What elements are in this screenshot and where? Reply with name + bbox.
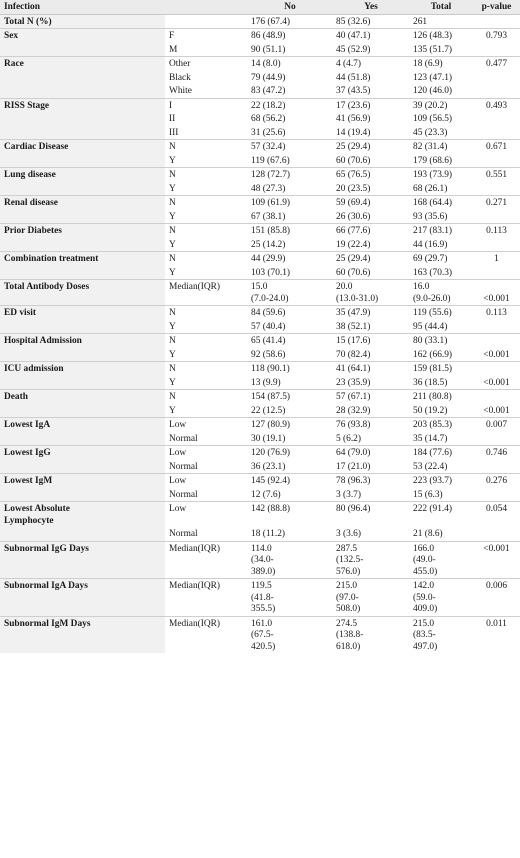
row-no: 44 (29.9) (247, 252, 332, 266)
row-pvalue (472, 527, 520, 541)
row-yes: 85 (32.6) (336, 16, 371, 27)
row-pvalue: 0.477 (472, 57, 520, 71)
header-pvalue: p-value (472, 0, 520, 14)
row-no: 22 (18.2) (247, 98, 332, 112)
row-level: N (165, 252, 247, 266)
row-name: Renal disease (0, 196, 165, 210)
row-name: Sex (0, 29, 165, 43)
table-body (0, 14, 520, 653)
row-level: Y (169, 377, 176, 388)
row-level: Median(IQR) (165, 541, 247, 579)
row-total: 109 (56.5) (413, 114, 453, 124)
row-level: Low (165, 474, 247, 488)
table-row (0, 84, 520, 98)
row-total: 120 (46.0) (413, 86, 453, 96)
row-yes: 25 (29.4) (332, 252, 409, 266)
row-pvalue: <0.001 (483, 405, 510, 416)
row-pvalue: <0.001 (483, 349, 510, 360)
row-yes: 3 (3.7) (336, 489, 361, 500)
row-yes: 3 (3.6) (336, 529, 361, 539)
row-pvalue: <0.001 (472, 541, 520, 579)
header-row (0, 0, 520, 14)
row-no: 86 (48.9) (247, 29, 332, 43)
row-no: 83 (47.2) (251, 86, 286, 96)
table-row (0, 98, 520, 112)
table-row (0, 320, 520, 334)
row-no: 119.5 (41.8- 355.5) (247, 579, 332, 617)
row-yes: 38 (52.1) (336, 321, 371, 332)
row-yes: 40 (47.1) (332, 29, 409, 43)
row-level: N (165, 362, 247, 376)
row-level: M (169, 44, 178, 55)
row-level: Low (165, 418, 247, 432)
row-name: Hospital Admission (0, 334, 165, 348)
row-name: Death (0, 390, 165, 404)
row-total: 119 (55.6) (409, 306, 472, 320)
row-level: II (169, 114, 176, 124)
row-pvalue (472, 432, 520, 446)
row-level: N (165, 140, 247, 154)
row-yes: 20.0 (13.0-31.0) (332, 280, 409, 306)
row-name (0, 210, 165, 224)
row-pvalue (472, 390, 520, 404)
row-no: 22 (12.5) (251, 405, 286, 416)
row-total: 215.0 (83.5- 497.0) (409, 616, 472, 653)
row-yes: 20 (23.5) (336, 183, 371, 194)
row-yes: 5 (6.2) (336, 433, 361, 444)
row-pvalue (472, 154, 520, 168)
row-no: 79 (44.9) (251, 72, 286, 83)
row-pvalue (472, 182, 520, 196)
row-no: 120 (76.9) (247, 446, 332, 460)
row-total: 184 (77.6) (409, 446, 472, 460)
row-yes: 60 (70.6) (336, 155, 371, 166)
table-row (0, 29, 520, 43)
row-no: 142 (88.8) (247, 502, 332, 528)
row-yes: 37 (43.5) (336, 86, 371, 96)
row-total: 16.0 (9.0-26.0) (409, 280, 472, 306)
row-no: 15.0 (7.0-24.0) (247, 280, 332, 306)
table-row (0, 196, 520, 210)
row-level: Y (169, 267, 176, 278)
row-no: 25 (14.2) (251, 239, 286, 250)
row-no: 151 (85.8) (247, 224, 332, 238)
header-no: No (247, 0, 332, 14)
row-level: N (165, 390, 247, 404)
row-pvalue (472, 71, 520, 85)
row-no: 90 (51.1) (251, 44, 286, 55)
row-level: N (165, 196, 247, 210)
row-name (0, 404, 165, 418)
row-pvalue: 0.113 (472, 306, 520, 320)
table-row (0, 182, 520, 196)
row-pvalue: 0.793 (472, 29, 520, 43)
row-level: III (169, 127, 179, 138)
row-yes: 15 (17.6) (332, 334, 409, 348)
row-name (0, 126, 165, 140)
row-name: Lowest IgM (0, 474, 165, 488)
row-total: 179 (68.6) (413, 155, 453, 166)
header-infection: Infection (0, 0, 165, 14)
row-no: 84 (59.6) (247, 306, 332, 320)
row-total: 53 (22.4) (413, 461, 448, 472)
row-no: 67 (38.1) (251, 211, 286, 222)
row-pvalue (472, 334, 520, 348)
row-total: 159 (81.5) (409, 362, 472, 376)
table-row (0, 126, 520, 140)
row-total: 68 (26.1) (413, 183, 448, 194)
row-pvalue: 0.054 (472, 502, 520, 528)
row-pvalue: 0.276 (472, 474, 520, 488)
row-total: 217 (83.1) (409, 224, 472, 238)
table-row (0, 334, 520, 348)
row-name: Lowest IgG (0, 446, 165, 460)
row-level: Median(IQR) (165, 579, 247, 617)
row-yes: 60 (70.6) (336, 267, 371, 278)
row-no: 176 (67.4) (251, 16, 291, 27)
table-row (0, 168, 520, 182)
row-pvalue: 0.006 (472, 579, 520, 617)
row-total: 135 (51.7) (413, 44, 453, 55)
row-name (0, 348, 165, 362)
table-row (0, 527, 520, 541)
row-total: 142.0 (59.0- 409.0) (409, 579, 472, 617)
row-total: 18 (6.9) (409, 57, 472, 71)
row-name (0, 71, 165, 85)
row-total: 69 (29.7) (409, 252, 472, 266)
row-yes: 14 (19.4) (336, 127, 371, 138)
table-row (0, 432, 520, 446)
row-no: 114.0 (34.0- 389.0) (247, 541, 332, 579)
row-total: 50 (19.2) (413, 405, 448, 416)
row-total: 222 (91.4) (409, 502, 472, 528)
row-level: N (165, 224, 247, 238)
row-level: F (165, 29, 247, 43)
row-yes: 45 (52.9) (336, 44, 371, 55)
row-total: 261 (413, 16, 428, 27)
row-level: Low (165, 446, 247, 460)
row-level: White (169, 86, 192, 96)
row-pvalue: 0.007 (472, 418, 520, 432)
row-total: 123 (47.1) (413, 72, 453, 83)
row-yes: 17 (21.0) (336, 461, 371, 472)
row-total: 36 (18.5) (413, 377, 448, 388)
row-no: 30 (19.1) (251, 433, 286, 444)
row-total: 211 (80.8) (409, 390, 472, 404)
table-row (0, 616, 520, 653)
row-yes: 19 (22.4) (336, 239, 371, 250)
row-level: Black (169, 72, 191, 83)
row-level: N (165, 334, 247, 348)
row-total: 93 (35.6) (413, 211, 448, 222)
row-no: 57 (32.4) (247, 140, 332, 154)
table-row (0, 362, 520, 376)
table-row (0, 280, 520, 306)
row-no: 18 (11.2) (251, 529, 286, 539)
row-pvalue: <0.001 (472, 280, 520, 306)
row-name: Subnormal IgM Days (0, 616, 165, 653)
row-level: Median(IQR) (165, 616, 247, 653)
row-no: 128 (72.7) (247, 168, 332, 182)
table-row (0, 579, 520, 617)
row-pvalue: 1 (472, 252, 520, 266)
row-name (0, 488, 165, 502)
row-pvalue: 0.671 (472, 140, 520, 154)
row-name: Total N (%) (0, 14, 165, 29)
row-name: RISS Stage (0, 98, 165, 112)
row-total: 44 (16.9) (413, 239, 448, 250)
row-yes: 65 (76.5) (332, 168, 409, 182)
table-row (0, 112, 520, 126)
row-yes: 78 (96.3) (332, 474, 409, 488)
table-row (0, 57, 520, 71)
table-row (0, 390, 520, 404)
row-yes: 57 (67.1) (332, 390, 409, 404)
row-yes: 66 (77.6) (332, 224, 409, 238)
row-no: 161.0 (67.5- 420.5) (247, 616, 332, 653)
row-no: 109 (61.9) (247, 196, 332, 210)
row-total: 45 (23.3) (413, 127, 448, 138)
row-total: 168 (64.4) (409, 196, 472, 210)
row-name: ED visit (0, 306, 165, 320)
row-name (0, 238, 165, 252)
table-row (0, 238, 520, 252)
row-total: 39 (20.2) (409, 98, 472, 112)
row-pvalue (472, 488, 520, 502)
row-no: 12 (7.6) (251, 489, 281, 500)
row-pvalue (472, 43, 520, 57)
row-total: 193 (73.9) (409, 168, 472, 182)
row-name: Lung disease (0, 168, 165, 182)
row-level: Normal (169, 461, 198, 472)
row-total: 15 (6.3) (413, 489, 443, 500)
row-yes: 41 (64.1) (332, 362, 409, 376)
row-level: Normal (169, 529, 198, 539)
row-name: Total Antibody Doses (0, 280, 165, 306)
row-yes: 287.5 (132.5- 576.0) (332, 541, 409, 579)
row-total: 82 (31.4) (409, 140, 472, 154)
row-total: 203 (85.3) (409, 418, 472, 432)
row-no: 118 (90.1) (247, 362, 332, 376)
row-total: 95 (44.4) (413, 321, 448, 332)
row-yes: 44 (51.8) (336, 72, 371, 83)
table-row (0, 71, 520, 85)
row-name: Lowest IgA (0, 418, 165, 432)
table-row (0, 460, 520, 474)
row-no: 65 (41.4) (247, 334, 332, 348)
row-pvalue: 0.746 (472, 446, 520, 460)
table-row (0, 140, 520, 154)
row-pvalue (472, 126, 520, 140)
row-no: 68 (56.2) (251, 114, 286, 124)
row-pvalue (472, 14, 520, 29)
row-name (0, 320, 165, 334)
row-name: Subnormal IgA Days (0, 579, 165, 617)
row-no: 145 (92.4) (247, 474, 332, 488)
row-name: ICU admission (0, 362, 165, 376)
row-yes: 35 (47.9) (332, 306, 409, 320)
row-yes: 25 (29.4) (332, 140, 409, 154)
row-pvalue (472, 460, 520, 474)
row-pvalue (472, 362, 520, 376)
table-row (0, 418, 520, 432)
row-level: Median(IQR) (165, 280, 247, 306)
row-no: 31 (25.6) (251, 127, 286, 138)
row-pvalue: 0.011 (472, 616, 520, 653)
row-yes: 64 (79.0) (332, 446, 409, 460)
row-total: 162 (66.9) (413, 349, 453, 360)
row-no: 48 (27.3) (251, 183, 286, 194)
row-name (0, 527, 165, 541)
row-level: Y (169, 405, 176, 416)
row-yes: 17 (23.6) (332, 98, 409, 112)
table-row (0, 14, 520, 29)
row-yes: 59 (69.4) (332, 196, 409, 210)
table-row (0, 348, 520, 362)
row-total: 35 (14.7) (413, 433, 448, 444)
table-row (0, 224, 520, 238)
row-level: Y (169, 239, 176, 250)
row-level: Normal (169, 433, 198, 444)
row-yes: 274.5 (138.8- 618.0) (332, 616, 409, 653)
row-pvalue (472, 84, 520, 98)
row-no: 154 (87.5) (247, 390, 332, 404)
row-pvalue: 0.551 (472, 168, 520, 182)
row-level: Y (169, 183, 176, 194)
row-pvalue: <0.001 (483, 377, 510, 388)
table-row (0, 404, 520, 418)
header-total: Total (409, 0, 472, 14)
row-yes: 70 (82.4) (336, 349, 371, 360)
row-pvalue (472, 210, 520, 224)
table-row (0, 43, 520, 57)
row-level: Y (169, 155, 176, 166)
row-total: 166.0 (49.0- 455.0) (409, 541, 472, 579)
row-level: I (165, 98, 247, 112)
row-pvalue (472, 112, 520, 126)
table-row (0, 376, 520, 390)
row-name (0, 154, 165, 168)
row-name (0, 460, 165, 474)
row-no: 103 (70.1) (251, 267, 291, 278)
row-level: Y (169, 321, 176, 332)
table-row (0, 474, 520, 488)
row-yes: 26 (30.6) (336, 211, 371, 222)
row-pvalue: 0.271 (472, 196, 520, 210)
row-yes: 23 (35.9) (336, 377, 371, 388)
table-row (0, 446, 520, 460)
header-level (165, 0, 247, 14)
row-name (0, 266, 165, 280)
row-level: Y (169, 211, 176, 222)
row-pvalue (472, 320, 520, 334)
header-yes: Yes (332, 0, 409, 14)
row-total: 21 (8.6) (413, 529, 443, 539)
row-name: Lowest Absolute Lymphocyte (0, 502, 165, 528)
row-no: 14 (8.0) (247, 57, 332, 71)
row-name: Race (0, 57, 165, 71)
row-no: 119 (67.6) (251, 155, 290, 166)
row-name: Combination treatment (0, 252, 165, 266)
table-row (0, 502, 520, 528)
table-row (0, 154, 520, 168)
table-row (0, 210, 520, 224)
row-no: 92 (58.6) (251, 349, 286, 360)
row-yes: 215.0 (97.0- 508.0) (332, 579, 409, 617)
row-no: 57 (40.4) (251, 321, 286, 332)
row-name (0, 432, 165, 446)
row-pvalue (472, 238, 520, 252)
row-yes: 4 (4.7) (332, 57, 409, 71)
table-row (0, 488, 520, 502)
row-total: 80 (33.1) (409, 334, 472, 348)
row-total: 223 (93.7) (409, 474, 472, 488)
row-level: N (165, 168, 247, 182)
row-level: Y (169, 349, 176, 360)
table-row (0, 306, 520, 320)
row-no: 127 (80.9) (247, 418, 332, 432)
row-level: Low (165, 502, 247, 528)
row-pvalue: 0.113 (472, 224, 520, 238)
row-level (165, 14, 247, 29)
row-yes: 80 (96.4) (332, 502, 409, 528)
table-row (0, 252, 520, 266)
row-name: Cardiac Disease (0, 140, 165, 154)
row-name (0, 112, 165, 126)
row-name: Subnormal IgG Days (0, 541, 165, 579)
row-yes: 28 (32.9) (336, 405, 371, 416)
table-row (0, 541, 520, 579)
table-row (0, 266, 520, 280)
row-pvalue: 0.493 (472, 98, 520, 112)
row-total: 126 (48.3) (409, 29, 472, 43)
row-level: Normal (169, 489, 198, 500)
row-no: 36 (23.1) (251, 461, 286, 472)
row-yes: 41 (56.9) (336, 114, 371, 124)
row-name (0, 376, 165, 390)
row-name (0, 182, 165, 196)
row-level: N (165, 306, 247, 320)
row-pvalue (472, 266, 520, 280)
row-no: 13 (9.9) (251, 377, 281, 388)
row-name: Prior Diabetes (0, 224, 165, 238)
row-yes: 76 (93.8) (332, 418, 409, 432)
row-name (0, 84, 165, 98)
row-level: Other (165, 57, 247, 71)
row-total: 163 (70.3) (413, 267, 453, 278)
row-name (0, 43, 165, 57)
